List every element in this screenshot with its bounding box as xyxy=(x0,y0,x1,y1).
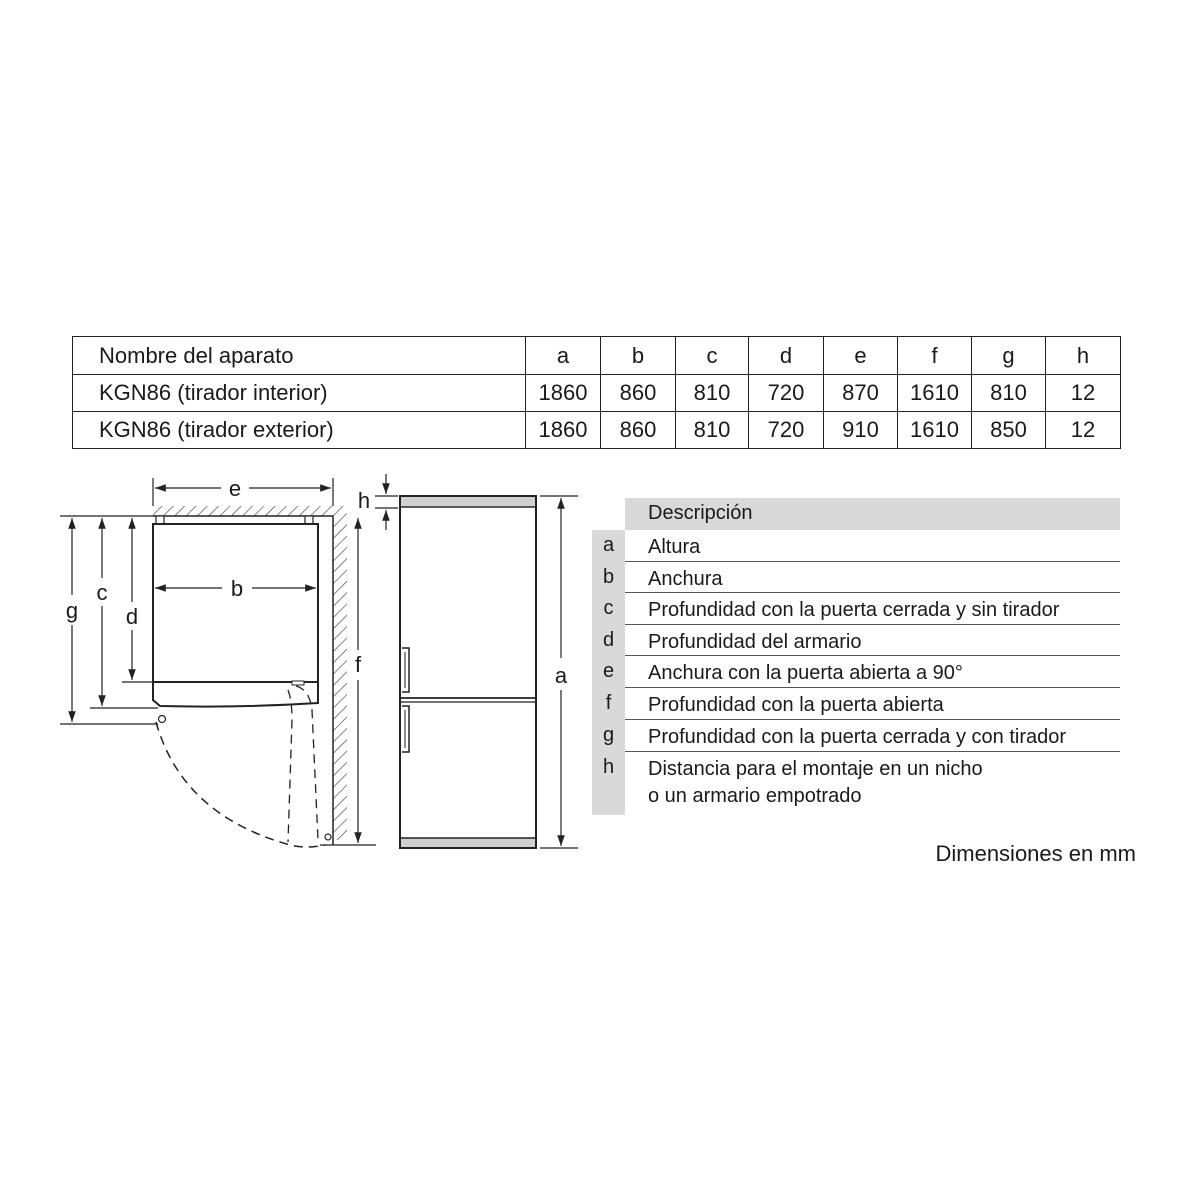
value-cell: 810 xyxy=(676,412,749,449)
legend-key xyxy=(592,593,625,625)
dim-label-g: g xyxy=(65,598,79,623)
legend-row-e xyxy=(592,656,1120,688)
legend-desc: Profundidad con la puerta cerrada y sin tirador xyxy=(648,599,1060,621)
base-plinth xyxy=(401,838,535,847)
legend-key-label: b xyxy=(602,566,615,588)
legend-desc: Profundidad con la puerta abierta xyxy=(648,694,944,716)
value-cell: 810 xyxy=(972,375,1046,412)
legend-desc: Anchura xyxy=(648,568,723,590)
value-cell: 850 xyxy=(972,412,1046,449)
fridge-body-top-view xyxy=(153,524,318,682)
header-col-e: e xyxy=(824,337,898,375)
header-col-c: c xyxy=(676,337,749,375)
rear-wall-hatch xyxy=(153,506,347,516)
hinge-point-open xyxy=(325,834,331,840)
legend-key-label: f xyxy=(605,692,612,714)
value-cell: 12 xyxy=(1046,412,1121,449)
value-cell: 810 xyxy=(676,375,749,412)
legend-key-label: a xyxy=(602,534,615,556)
side-wall-hatch xyxy=(333,516,347,840)
legend-row-d xyxy=(592,625,1120,656)
legend-row-g xyxy=(592,720,1120,752)
header-name-cell: Nombre del aparato xyxy=(73,337,526,375)
dim-label-e: e xyxy=(228,476,242,501)
value-cell: 12 xyxy=(1046,375,1121,412)
legend-desc xyxy=(648,756,1120,810)
legend-header xyxy=(625,498,1120,530)
header-col-f: f xyxy=(898,337,972,375)
model-name-cell: KGN86 (tirador interior) xyxy=(73,375,526,412)
rear-spacer-right xyxy=(305,516,313,524)
value-cell: 1860 xyxy=(526,375,601,412)
legend-key-label: d xyxy=(602,629,615,651)
dim-f xyxy=(320,518,376,845)
legend-row-h xyxy=(592,752,1120,815)
legend-key-label: e xyxy=(602,660,615,682)
header-col-a: a xyxy=(526,337,601,375)
dim-label-b: b xyxy=(230,576,244,601)
legend-row-c xyxy=(592,593,1120,625)
legend-desc: Profundidad con la puerta cerrada y con tirador xyxy=(648,726,1067,748)
dim-h xyxy=(358,474,398,530)
legend-desc-line-1: Distancia para el montaje en un nicho xyxy=(648,758,983,780)
fridge-body-front-view xyxy=(400,496,536,848)
legend-row-a xyxy=(592,530,1120,562)
top-panel xyxy=(401,497,535,506)
value-cell: 1610 xyxy=(898,375,972,412)
legend-key xyxy=(592,688,625,720)
header-col-b: b xyxy=(601,337,676,375)
dim-label-f: f xyxy=(354,652,362,677)
dim-label-d: d xyxy=(125,604,139,629)
legend-key-label: g xyxy=(602,724,615,746)
dim-label-c: c xyxy=(96,580,108,605)
header-col-h: h xyxy=(1046,337,1121,375)
door-swing-arc xyxy=(156,722,325,847)
value-cell: 860 xyxy=(601,375,676,412)
open-door-outline xyxy=(288,686,318,842)
value-cell: 720 xyxy=(749,412,824,449)
value-cell: 910 xyxy=(824,412,898,449)
top-view xyxy=(60,476,347,847)
dim-label-a: a xyxy=(554,663,568,688)
legend-desc-line-2: o un armario empotrado xyxy=(648,785,862,807)
model-name-cell: KGN86 (tirador exterior) xyxy=(73,412,526,449)
header-col-d: d xyxy=(749,337,824,375)
value-cell: 860 xyxy=(601,412,676,449)
legend-desc: Profundidad del armario xyxy=(648,631,862,653)
front-view xyxy=(400,496,536,848)
value-cell: 720 xyxy=(749,375,824,412)
legend-desc: Altura xyxy=(648,536,701,558)
legend-key xyxy=(592,530,625,562)
legend-desc: Anchura con la puerta abierta a 90° xyxy=(648,662,963,684)
hinge-point xyxy=(159,716,166,723)
header-col-g: g xyxy=(972,337,1046,375)
legend-key xyxy=(592,752,625,815)
value-cell: 1860 xyxy=(526,412,601,449)
fridge-door-top-view xyxy=(153,682,318,707)
legend-key xyxy=(592,656,625,688)
dim-label-h: h xyxy=(357,488,371,513)
value-cell: 870 xyxy=(824,375,898,412)
legend-row-b xyxy=(592,562,1120,593)
legend-key xyxy=(592,562,625,593)
door-handle-top-view xyxy=(292,681,304,685)
dim-a xyxy=(540,496,578,848)
legend-key xyxy=(592,625,625,656)
legend-key-label: h xyxy=(602,756,615,778)
units-note: Dimensiones en mm xyxy=(935,841,1136,866)
legend-key xyxy=(592,720,625,752)
rear-spacer-left xyxy=(156,516,164,524)
legend-header-label: Descripción xyxy=(648,502,753,524)
value-cell: 1610 xyxy=(898,412,972,449)
legend-row-f xyxy=(592,688,1120,720)
legend-key-label: c xyxy=(603,597,614,619)
